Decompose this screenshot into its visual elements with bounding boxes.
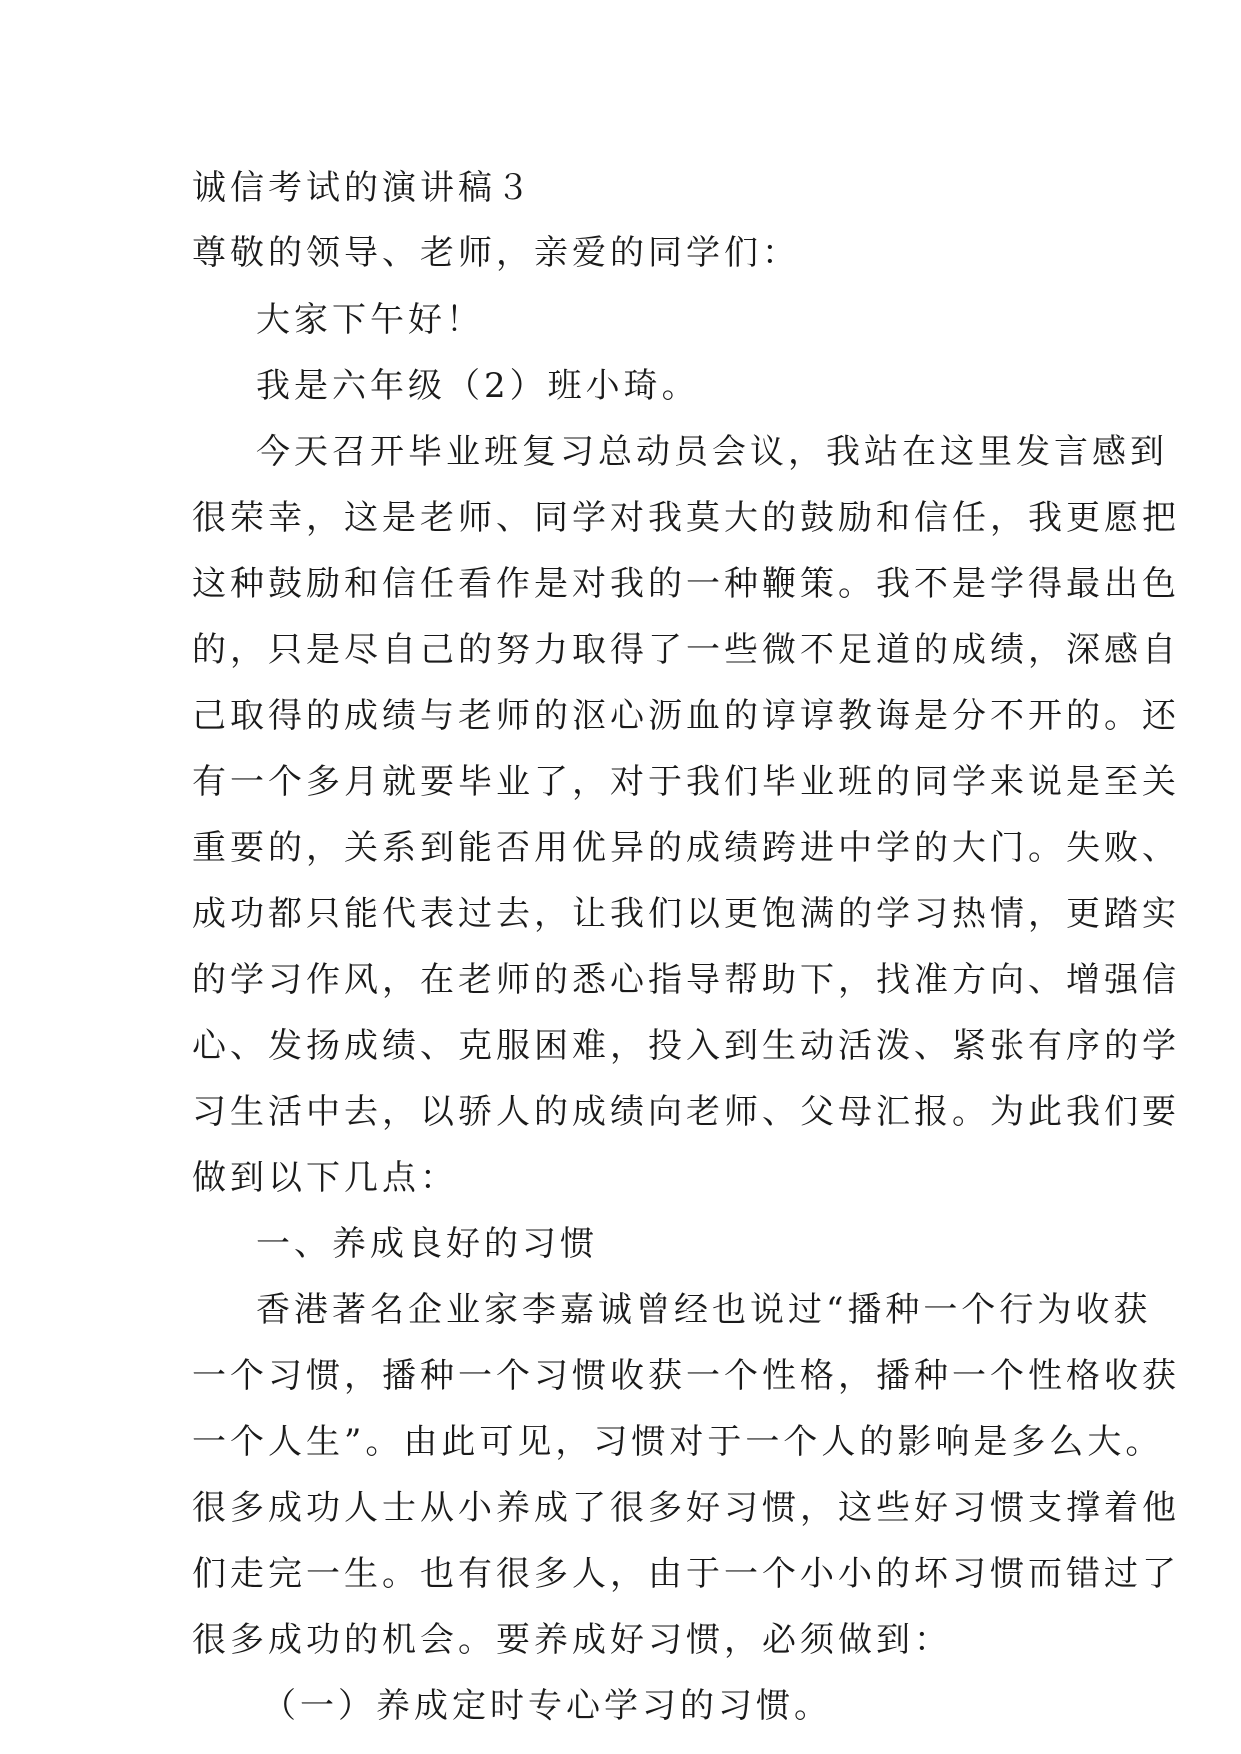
text-line: 今天召开毕业班复习总动员会议，我站在这里发言感到 [256, 432, 1168, 472]
subsection-heading: （一）养成定时专心学习的习惯。 [262, 1686, 832, 1726]
text-line: 的，只是尽自己的努力取得了一些微不足道的成绩，深感自 [192, 630, 1180, 670]
text-line: 做到以下几点： [192, 1158, 458, 1198]
text-line: 们走完一生。也有很多人，由于一个小小的坏习惯而错过了 [192, 1554, 1180, 1594]
text-line: 的学习作风，在老师的悉心指导帮助下，找准方向、增强信 [192, 960, 1180, 1000]
text-line: 香港著名企业家李嘉诚曾经也说过“播种一个行为收获 [256, 1290, 1152, 1330]
text-line: 心、发扬成绩、克服困难，投入到生动活泼、紧张有序的学 [192, 1026, 1180, 1066]
text-line: 成功都只能代表过去，让我们以更饱满的学习热情，更踏实 [192, 894, 1180, 934]
document-title: 诚信考试的演讲稿３ [192, 168, 534, 208]
section-heading: 一、养成良好的习惯 [256, 1224, 598, 1264]
text-line: 很多成功的机会。要养成好习惯，必须做到： [192, 1620, 952, 1660]
text-line: 一个习惯，播种一个习惯收获一个性格，播种一个性格收获 [192, 1356, 1180, 1396]
text-line: 很荣幸，这是老师、同学对我莫大的鼓励和信任，我更愿把 [192, 498, 1180, 538]
salutation: 尊敬的领导、老师，亲爱的同学们： [192, 233, 800, 273]
text-line: 己取得的成绩与老师的沤心沥血的谆谆教诲是分不开的。还 [192, 696, 1180, 736]
text-line: 习生活中去，以骄人的成绩向老师、父母汇报。为此我们要 [192, 1092, 1180, 1132]
text-line: 大家下午好！ [256, 300, 484, 340]
text-line: 这种鼓励和信任看作是对我的一种鞭策。我不是学得最出色 [192, 564, 1180, 604]
text-line: 重要的，关系到能否用优异的成绩跨进中学的大门。失败、 [192, 828, 1180, 868]
text-line: 很多成功人士从小养成了很多好习惯，这些好习惯支撑着他 [192, 1488, 1180, 1528]
text-line: 一个人生”。由此可见，习惯对于一个人的影响是多么大。 [192, 1422, 1164, 1462]
text-line: 有一个多月就要毕业了，对于我们毕业班的同学来说是至关 [192, 762, 1180, 802]
text-line: 我是六年级（2）班小琦。 [256, 366, 700, 406]
